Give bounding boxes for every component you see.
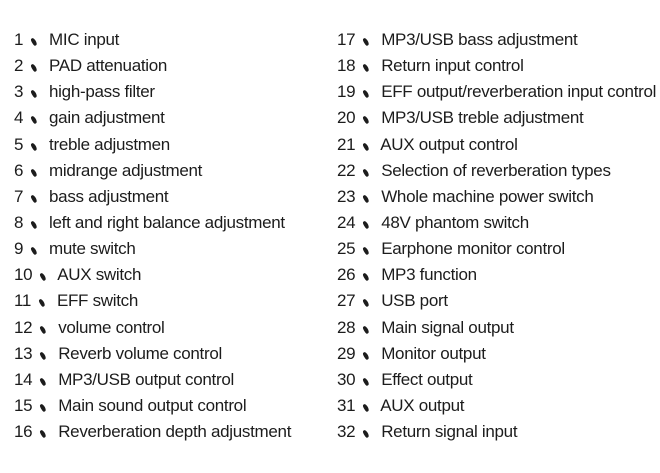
item-number: 15 [14,395,33,415]
ideographic-comma-icon [360,368,377,385]
list-item [337,132,660,158]
ideographic-comma-icon [28,237,45,254]
ideographic-comma-icon [28,28,45,45]
item-label: PAD attenuation [49,56,168,76]
item-number: 22 [337,160,356,180]
ideographic-comma-icon [37,316,54,333]
item-number: 10 [14,265,33,285]
list-item [14,184,337,210]
ideographic-comma-icon [28,106,45,123]
item-number: 8 [14,212,24,232]
ideographic-comma-icon [360,289,377,306]
item-label: treble adjustmen [49,134,170,154]
ideographic-comma-icon [360,394,377,411]
ideographic-comma-icon [360,80,377,97]
ideographic-comma-icon [360,106,377,123]
ideographic-comma-icon [360,54,377,71]
item-label: Reverberation depth adjustment [58,422,292,442]
item-label: MP3 function [381,265,477,285]
list-item [337,419,660,445]
legend-column-left [0,27,337,445]
item-label: Main signal output [381,317,514,337]
item-number: 29 [337,343,356,363]
ideographic-comma-icon [36,289,53,306]
item-number: 17 [337,30,356,49]
item-label: bass adjustment [49,186,169,206]
item-number: 28 [337,317,356,337]
list-item [337,184,660,210]
list-item [14,315,337,341]
ideographic-comma-icon [360,342,377,359]
list-item [337,341,660,367]
item-number: 3 [14,82,24,102]
ideographic-comma-icon [28,80,45,97]
list-item [337,236,660,262]
item-number: 11 [14,291,32,311]
list-item [14,105,337,131]
list-item [14,53,337,79]
item-label: 48V phantom switch [381,212,529,232]
list-item [337,262,660,288]
item-number: 12 [14,317,33,337]
ideographic-comma-icon [37,342,54,359]
ideographic-comma-icon [37,263,54,280]
item-label: left and right balance adjustment [49,212,285,232]
list-item [14,210,337,236]
item-number: 27 [337,291,356,311]
ideographic-comma-icon [37,394,54,411]
item-number: 19 [337,82,356,102]
item-number: 6 [14,160,24,180]
list-item [337,53,660,79]
item-label: Monitor output [381,343,486,363]
item-number: 25 [337,239,356,259]
item-number: 13 [14,343,33,363]
item-label: USB port [381,291,448,311]
item-label: EFF output/reverberation input control [381,82,657,102]
item-number: 30 [337,369,356,389]
item-number: 24 [337,212,356,232]
item-number: 16 [14,422,33,442]
list-item [337,393,660,419]
item-label: Whole machine power switch [381,186,594,206]
list-item [14,288,337,314]
ideographic-comma-icon [360,185,377,202]
list-item [14,367,337,393]
ideographic-comma-icon [37,368,54,385]
list-item [337,27,660,53]
list-item [337,288,660,314]
item-label: AUX switch [57,265,142,285]
list-item [14,158,337,184]
item-label: high-pass filter [49,82,155,102]
ideographic-comma-icon [360,28,377,45]
item-label: Return signal input [381,422,518,442]
item-number: 18 [337,56,356,76]
item-label: Selection of reverberation types [381,160,611,180]
ideographic-comma-icon [360,263,377,280]
ideographic-comma-icon [28,133,45,150]
list-item [337,79,660,105]
ideographic-comma-icon [28,185,45,202]
list-item [14,262,337,288]
ideographic-comma-icon [28,211,45,228]
list-item [14,79,337,105]
list-item [14,27,337,53]
item-number: 9 [14,239,24,259]
ideographic-comma-icon [28,54,45,71]
list-item [14,236,337,262]
item-label: gain adjustment [49,108,165,128]
item-label: mute switch [49,239,136,259]
item-label: EFF switch [56,291,138,311]
item-number: 2 [14,56,24,76]
item-label: MP3/USB output control [58,369,234,389]
list-item [14,341,337,367]
ideographic-comma-icon [360,133,377,150]
list-item [337,105,660,131]
list-item [337,158,660,184]
item-label: volume control [58,317,165,337]
item-label: MP3/USB treble adjustment [381,108,584,128]
ideographic-comma-icon [360,237,377,254]
ideographic-comma-icon [28,159,45,176]
item-number: 7 [14,186,24,206]
item-label: Reverb volume control [58,343,222,363]
list-item [14,393,337,419]
item-number: 5 [14,134,24,154]
item-number: 14 [14,369,33,389]
item-number: 4 [14,108,24,128]
legend-column-right [337,27,660,445]
item-label: MP3/USB bass adjustment [381,30,578,49]
item-label: Earphone monitor control [381,239,565,259]
list-item [337,367,660,393]
item-number: 26 [337,265,356,285]
item-number: 32 [337,422,356,442]
item-label: MIC input [49,30,120,49]
list-item [337,210,660,236]
item-label: midrange adjustment [49,160,203,180]
list-item [337,315,660,341]
item-number: 31 [337,395,356,415]
list-item [14,132,337,158]
item-number: 23 [337,186,356,206]
item-label: Main sound output control [58,395,247,415]
ideographic-comma-icon [360,211,377,228]
ideographic-comma-icon [360,159,377,176]
item-number: 21 [337,134,356,154]
item-label: Return input control [381,56,524,76]
item-label: Effect output [381,369,473,389]
item-number: 20 [337,108,356,128]
ideographic-comma-icon [37,420,54,437]
ideographic-comma-icon [360,316,377,333]
item-number: 1 [14,30,24,49]
item-label: AUX output [380,395,465,415]
list-item [14,419,337,445]
ideographic-comma-icon [360,420,377,437]
item-label: AUX output control [380,134,518,154]
